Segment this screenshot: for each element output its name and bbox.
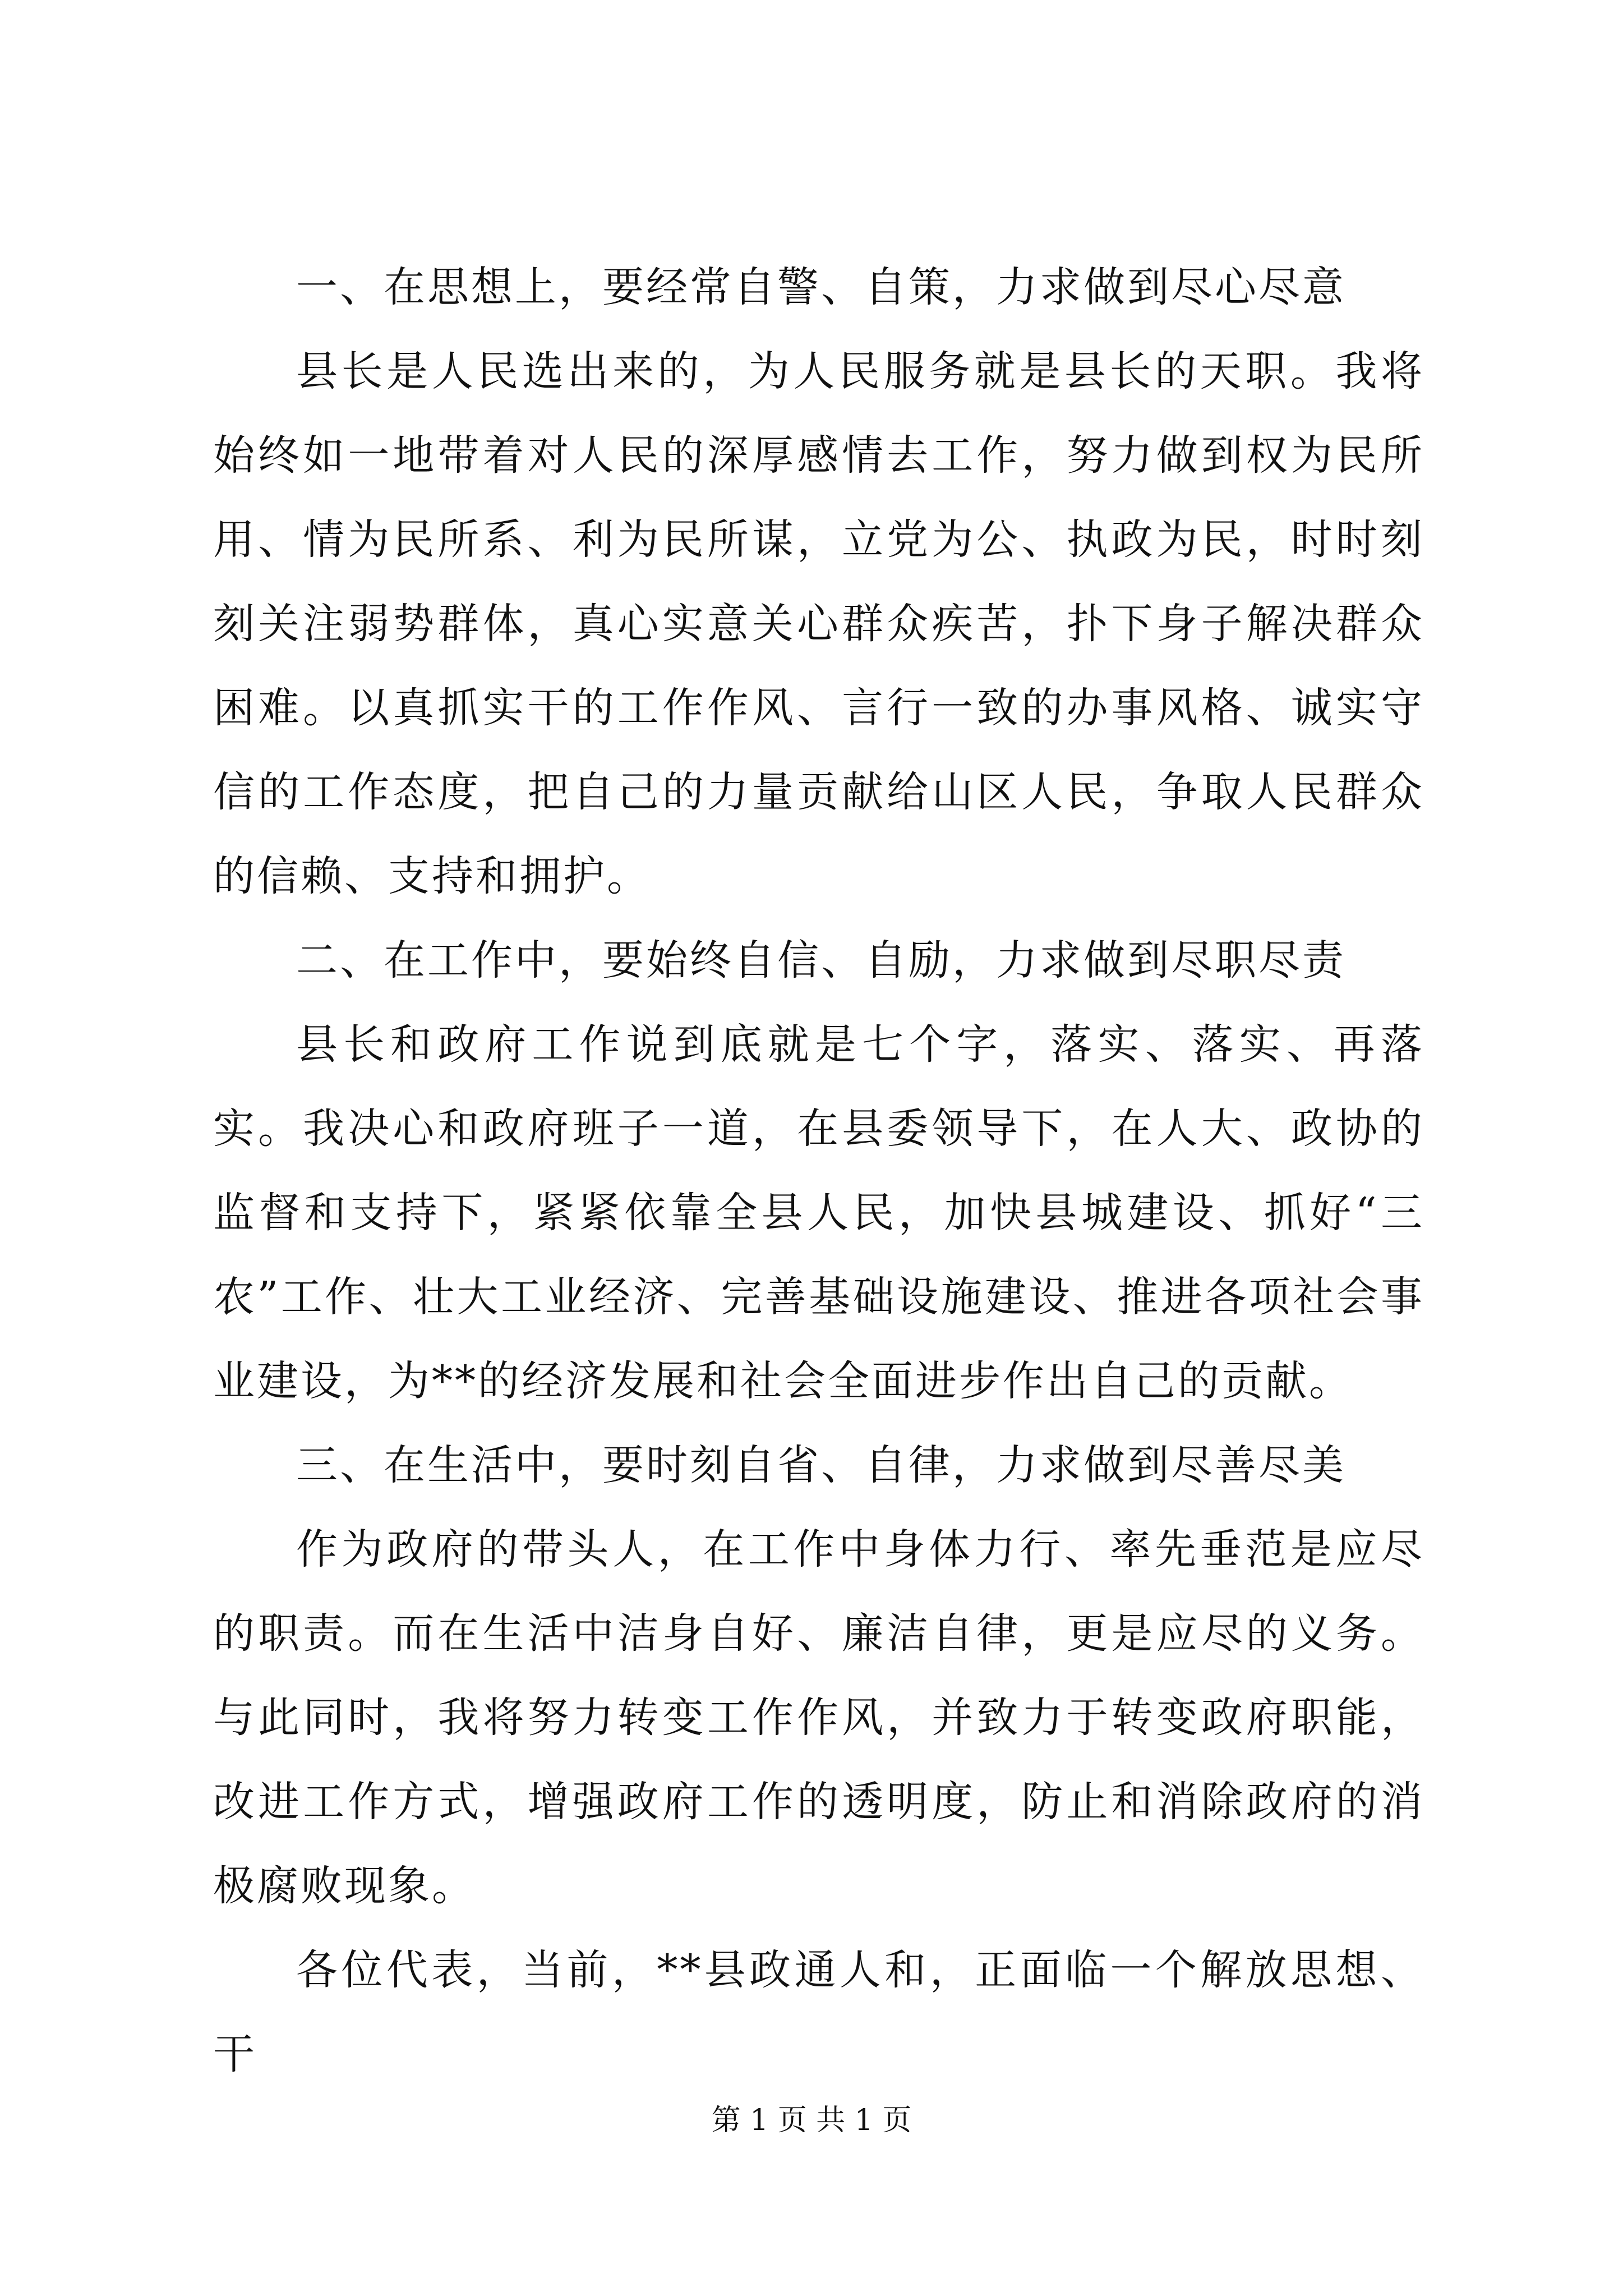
- document-body: [213, 245, 1424, 2096]
- section-heading-1: 一、在思想上，要经常自警、自策，力求做到尽心尽意: [296, 263, 1346, 311]
- section-heading-2: 二、在工作中，要始终自信、自励，力求做到尽职尽责: [296, 936, 1346, 984]
- section-heading-3: 三、在生活中，要时刻自省、自律，力求做到尽善尽美: [296, 1441, 1346, 1489]
- body-paragraph-4: 各位代表，当前，**县政通人和，正面临一个解放思想、干: [213, 1946, 1424, 2078]
- body-paragraph-2: 县长和政府工作说到底就是七个字，落实、落实、再落实。我决心和政府班子一道，在县委领导下，在人大、政协的监督和支持下，紧紧依靠全县人民，加快县城建设、抓好“三农”工作、壮大工业经济、完善基础设施建设、推进各项社会事业建设，为**的经济发展和社会全面进步作出自己的贡献。: [213, 1020, 1424, 1405]
- body-paragraph-1: 县长是人民选出来的，为人民服务就是县长的天职。我将始终如一地带着对人民的深厚感情去工作，努力做到权为民所用、情为民所系、利为民所谋，立党为公、执政为民，时时刻刻关注弱势群体，真心实意关心群众疾苦，扑下身子解决群众困难。以真抓实干的工作作风、言行一致的办事风格、诚实守信的工作态度，把自己的力量贡献给山区人民，争取人民群众的信赖、支持和拥护。: [213, 347, 1424, 900]
- body-paragraph-3: 作为政府的带头人，在工作中身体力行、率先垂范是应尽的职责。而在生活中洁身自好、廉洁自律，更是应尽的义务。与此同时，我将努力转变工作作风，并致力于转变政府职能，改进工作方式，增强政府工作的透明度，防止和消除政府的消极腐败现象。: [213, 1525, 1424, 1910]
- page-footer: 第 1 页 共 1 页: [711, 2104, 912, 2137]
